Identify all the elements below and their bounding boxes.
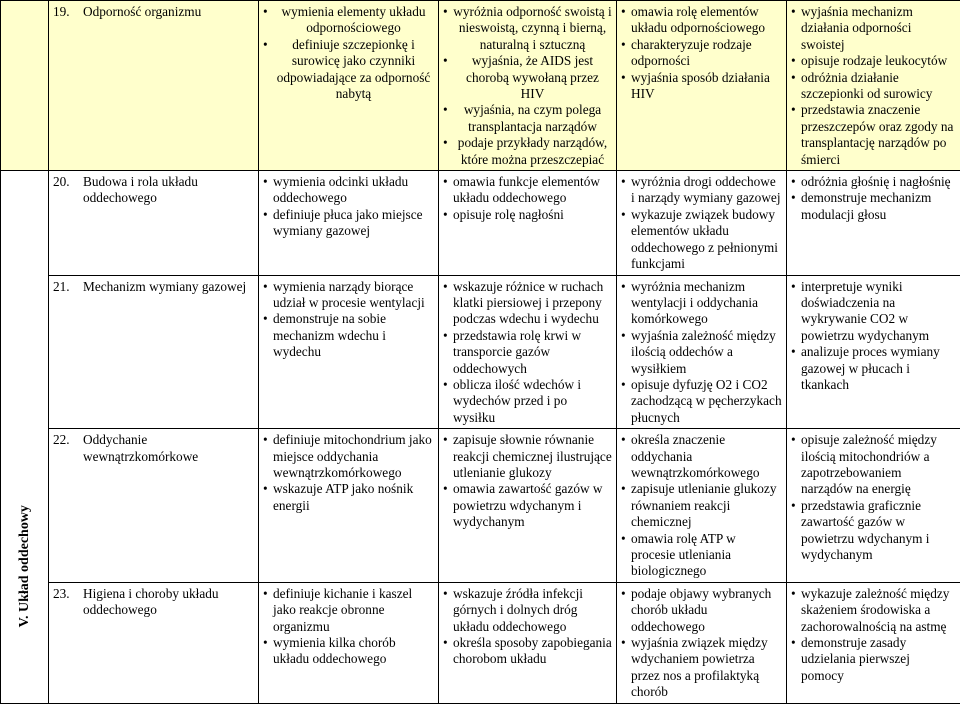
- list-item: • określa znaczenie oddychania wewnątrzkomórkowego: [621, 432, 782, 481]
- requirements-basic: [259, 1, 439, 171]
- list-item: • odróżnia działanie szczepionki od surowicy: [791, 70, 956, 103]
- topic-cell: [49, 171, 259, 275]
- table-row: [1, 1, 960, 171]
- list-item: • opisuje rolę nagłośni: [443, 207, 612, 223]
- list-item: • opisuje dyfuzję O2 i CO2 zachodzącą w pęcherzykach płucnych: [621, 377, 782, 426]
- list-item: • omawia rolę ATP w procesie utleniania biologicznego: [621, 531, 782, 580]
- list-item: • analizuje proces wymiany gazowej w płucach i tkankach: [791, 344, 956, 393]
- list-item: • wskazuje różnice w ruchach klatki piersiowej i przepony podczas wdechu i wydechu: [443, 279, 612, 328]
- lesson-number: 20.: [53, 174, 83, 207]
- list-item: • charakteryzuje rodzaje odporności: [621, 37, 782, 70]
- list-item: • oblicza ilość wdechów i wydechów przed i po wysiłku: [443, 377, 612, 426]
- list-item: • wyjaśnia, że AIDS jest chorobą wywołaną przez HIV: [443, 53, 612, 102]
- requirements-advanced: [787, 429, 960, 583]
- lesson-number: 19.: [53, 4, 83, 20]
- list-item: • wyjaśnia zależność między ilością oddechów a wysiłkiem: [621, 328, 782, 377]
- list-item: • definiuje szczepionkę i surowicę jako czynniki odpowiadające za odporność nabytą: [263, 37, 434, 103]
- list-item: • wymienia odcinki układu oddechowego: [263, 174, 434, 207]
- list-item: • wymienia elementy układu odpornościowego: [263, 4, 434, 37]
- topic-cell: [49, 1, 259, 171]
- list-item: • wyróżnia odporność swoistą i nieswoistą, czynną i bierną, naturalną i sztuczną: [443, 4, 612, 53]
- list-item: • wskazuje ATP jako nośnik energii: [263, 481, 434, 514]
- requirements-basic: [259, 171, 439, 275]
- requirements-expanded: [617, 1, 787, 171]
- list-item: • interpretuje wyniki doświadczenia na wykrywanie CO2 w powietrzu wydychanym: [791, 279, 956, 345]
- list-item: • demonstruje mechanizm modulacji głosu: [791, 190, 956, 223]
- list-item: • wykazuje zależność między skażeniem środowiska a zachorowalnością na astmę: [791, 586, 956, 635]
- requirements-extended: [439, 1, 617, 171]
- lesson-topic: Odporność organizmu: [83, 4, 254, 20]
- list-item: • opisuje rodzaje leukocytów: [791, 53, 956, 69]
- list-item: • omawia zawartość gazów w powietrzu wdychanym i wydychanym: [443, 481, 612, 530]
- list-item: • podaje przykłady narządów, które można przeszczepiać: [443, 135, 612, 168]
- list-item: • wyróżnia drogi oddechowe i narządy wymiany gazowej: [621, 174, 782, 207]
- list-item: • definiuje płuca jako miejsce wymiany gazowej: [263, 207, 434, 240]
- table-row: [1, 275, 960, 429]
- requirements-advanced: [787, 275, 960, 429]
- section-cell-empty: [1, 1, 49, 171]
- list-item: • zapisuje utlenianie glukozy równaniem reakcji chemicznej: [621, 481, 782, 530]
- list-item: • omawia funkcje elementów układu oddechowego: [443, 174, 612, 207]
- list-item: • przedstawia rolę krwi w transporcie gazów oddechowych: [443, 328, 612, 377]
- requirements-advanced: [787, 582, 960, 703]
- requirements-extended: [439, 582, 617, 703]
- table-row: [1, 171, 960, 275]
- topic-cell: [49, 429, 259, 583]
- topic-cell: [49, 275, 259, 429]
- table-row: [1, 429, 960, 583]
- list-item: • definiuje mitochondrium jako miejsce oddychania wewnątrzkomórkowego: [263, 432, 434, 481]
- list-item: • definiuje kichanie i kaszel jako reakcje obronne organizmu: [263, 586, 434, 635]
- table-row: [1, 582, 960, 703]
- list-item: • wyjaśnia związek między wdychaniem powietrza przez nos a profilaktyką chorób: [621, 635, 782, 701]
- lesson-topic: Mechanizm wymiany gazowej: [83, 279, 254, 295]
- list-item: • określa sposoby zapobiegania chorobom układu: [443, 635, 612, 668]
- requirements-basic: [259, 429, 439, 583]
- requirements-extended: [439, 275, 617, 429]
- topic-cell: [49, 582, 259, 703]
- requirements-basic: [259, 275, 439, 429]
- list-item: • demonstruje zasady udzielania pierwszej pomocy: [791, 635, 956, 684]
- list-item: • wykazuje związek budowy elementów układu oddechowego z pełnionymi funkcjami: [621, 207, 782, 273]
- lesson-topic: Budowa i rola układu oddechowego: [83, 174, 254, 207]
- section-label: V. Układ oddechowy: [16, 505, 32, 627]
- lesson-topic: Higiena i choroby układu oddechowego: [83, 586, 254, 619]
- list-item: • przedstawia graficznie zawartość gazów w powietrzu wdychanym i wydychanym: [791, 498, 956, 564]
- requirements-expanded: [617, 171, 787, 275]
- list-item: • podaje objawy wybranych chorób układu oddechowego: [621, 586, 782, 635]
- list-item: • wyróżnia mechanizm wentylacji i oddychania komórkowego: [621, 279, 782, 328]
- section-cell: [1, 171, 49, 704]
- list-item: • zapisuje słownie równanie reakcji chemicznej ilustrujące utlenianie glukozy: [443, 432, 612, 481]
- list-item: • omawia rolę elementów układu odpornościowego: [621, 4, 782, 37]
- list-item: • wskazuje źródła infekcji górnych i dolnych dróg układu oddechowego: [443, 586, 612, 635]
- list-item: • przedstawia znaczenie przeszczepów oraz zgody na transplantację narządów po śmierci: [791, 102, 956, 168]
- lesson-number: 21.: [53, 279, 83, 295]
- list-item: • wyjaśnia sposób działania HIV: [621, 70, 782, 103]
- requirements-basic: [259, 582, 439, 703]
- lesson-number: 23.: [53, 586, 83, 619]
- lesson-number: 22.: [53, 432, 83, 465]
- list-item: • demonstruje na sobie mechanizm wdechu i wydechu: [263, 311, 434, 360]
- list-item: • odróżnia głośnię i nagłośnię: [791, 174, 956, 190]
- requirements-expanded: [617, 275, 787, 429]
- requirements-extended: [439, 429, 617, 583]
- list-item: • wymienia narządy biorące udział w procesie wentylacji: [263, 279, 434, 312]
- requirements-expanded: [617, 429, 787, 583]
- list-item: • wymienia kilka chorób układu oddechowego: [263, 635, 434, 668]
- list-item: • wyjaśnia, na czym polega transplantacja narządów: [443, 102, 612, 135]
- requirements-advanced: [787, 1, 960, 171]
- requirements-advanced: [787, 171, 960, 275]
- lesson-topic: Oddychanie wewnątrzkomórkowe: [83, 432, 254, 465]
- list-item: • wyjaśnia mechanizm działania odporności swoistej: [791, 4, 956, 53]
- list-item: • opisuje zależność między ilością mitochondriów a zapotrzebowaniem narządów na energię: [791, 432, 956, 498]
- requirements-extended: [439, 171, 617, 275]
- requirements-expanded: [617, 582, 787, 703]
